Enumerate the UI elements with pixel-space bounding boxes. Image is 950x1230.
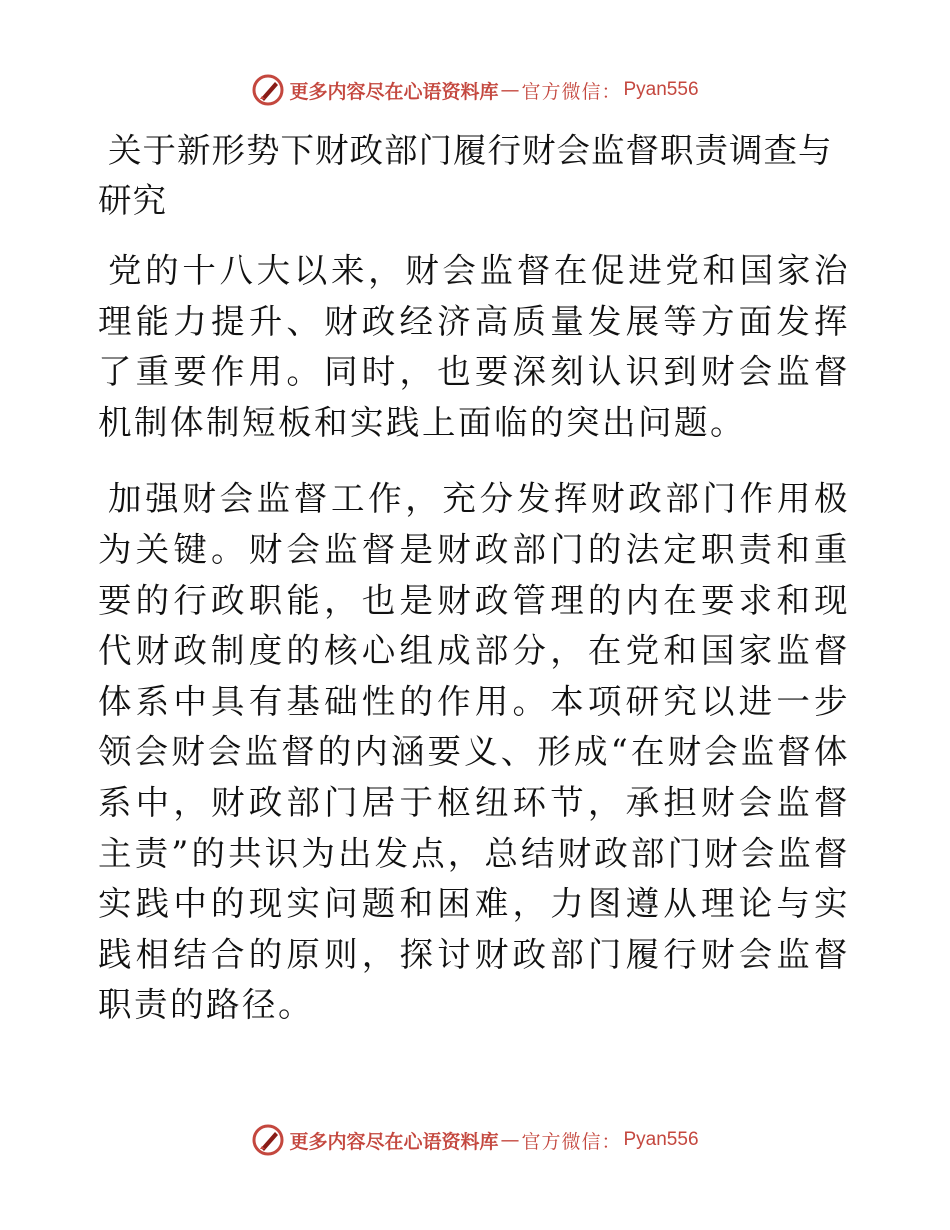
paragraph-2: 加强财会监督工作，充分发挥财政部门作用极为关键。财会监督是财政部门的法定职责和重要的行政职能，也是财政管理的内在要求和现代财政制度的核心组成部分，在党和国家监督体系中具有基础性的作用。本项研究以进一步领会财会监督的内涵要义、形成“在财会监督体系中，财政部门居于枢纽环节，承担财会监督主责”的共识为出发点，总结财政部门财会监督实践中的现实问题和困难，力图遵从理论与实践相结合的原则，探讨财政部门履行财会监督职责的路径。 bbox=[98, 479, 850, 1025]
footer-banner bbox=[0, 1120, 950, 1160]
banner-main-text: 更多内容尽在心语资料库 bbox=[289, 80, 499, 103]
pen-circle-logo-icon bbox=[251, 1123, 285, 1157]
document-body bbox=[98, 126, 850, 1031]
banner-main-text: 更多内容尽在心语资料库 bbox=[289, 1130, 499, 1153]
banner-wechat-label: 官方微信： bbox=[521, 80, 622, 103]
banner-dash: — bbox=[500, 79, 520, 101]
pen-circle-logo-icon bbox=[251, 73, 285, 107]
banner-wechat-id: Pyan556 bbox=[623, 1129, 699, 1150]
paragraph-1: 党的十八大以来，财会监督在促进党和国家治理能力提升、财政经济高质量发展等方面发挥了重要作用。同时，也要深刻认识到财会监督机制体制短板和实践上面临的突出问题。 bbox=[98, 251, 850, 442]
banner-dash: — bbox=[500, 1129, 520, 1151]
header-banner bbox=[0, 70, 950, 110]
banner-wechat-id: Pyan556 bbox=[623, 79, 699, 100]
banner-wechat-label: 官方微信： bbox=[521, 1130, 622, 1153]
document-title: 关于新形势下财政部门履行财会监督职责调查与研究 bbox=[98, 131, 833, 220]
